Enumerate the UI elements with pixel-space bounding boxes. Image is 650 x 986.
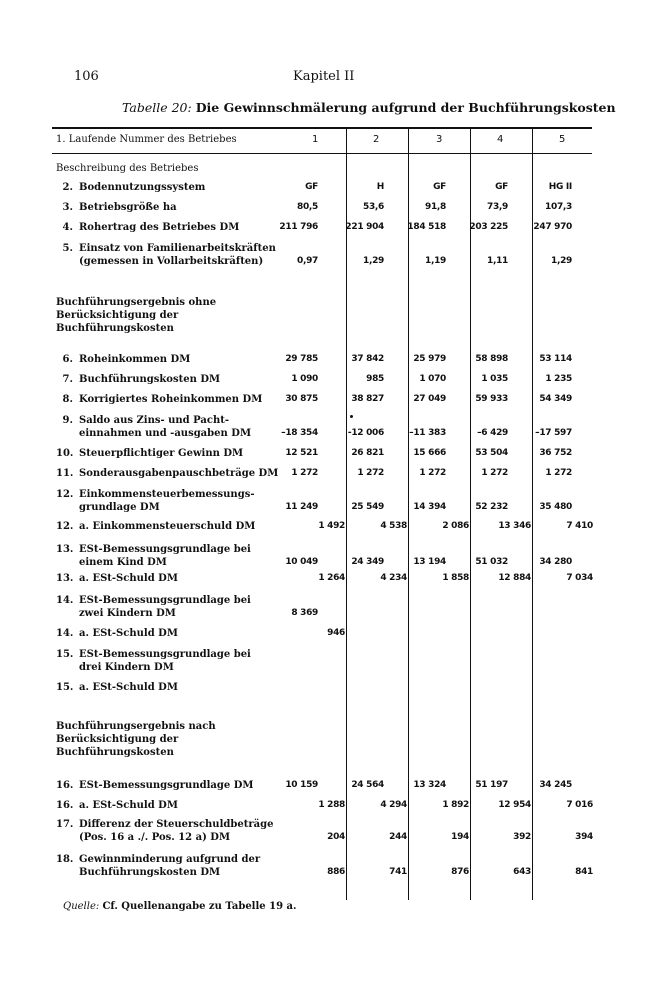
row-label-line: Saldo aus Zins- und Pacht-: [79, 415, 230, 426]
source-text: Cf. Quellenangabe zu Tabelle 19 a.: [102, 901, 297, 912]
row-label-line: einem Kind DM: [79, 557, 167, 568]
table-cell: 1 272: [291, 468, 318, 478]
row-number: 12.: [56, 489, 74, 500]
row-number: 18.: [56, 854, 74, 865]
row-label: [56, 467, 278, 480]
table-cell: 34 245: [539, 780, 572, 790]
table-cell: HG II: [548, 182, 572, 192]
row-label-line: ESt-Bemessungsgrundlage bei: [79, 595, 251, 606]
table-cell: 12 521: [285, 448, 318, 458]
row-label-line: Steuerpflichtiger Gewinn DM: [79, 448, 244, 459]
table-cell: GF: [305, 182, 318, 192]
table-cell: 643: [513, 867, 531, 877]
row-number: 15.: [56, 649, 74, 660]
page-number: 106: [74, 69, 99, 84]
table-cell: 392: [513, 832, 531, 842]
row-label: [56, 201, 177, 214]
row-label-line: Betriebsgröße ha: [79, 202, 177, 213]
table-cell: GF: [433, 182, 446, 192]
row-number: 2.: [62, 182, 73, 193]
table-cell: 2 086: [442, 521, 469, 531]
row-label: [56, 447, 243, 460]
section-label: Beschreibung des Betriebes: [56, 163, 199, 174]
column-number: 1: [312, 134, 319, 145]
row-number: 16.: [56, 780, 74, 791]
row-label: [56, 242, 276, 268]
table-cell: –11 383: [409, 428, 446, 438]
table-cell: –6 429: [477, 428, 508, 438]
column-number: 5: [559, 134, 566, 145]
section-label: Buchführungskosten: [56, 323, 174, 334]
table-cell: 34 280: [539, 557, 572, 567]
column-divider: [346, 127, 347, 900]
column-divider: [532, 127, 533, 900]
section-label: Buchführungskosten: [56, 747, 174, 758]
table-cell: 1,11: [486, 256, 508, 266]
row-label-line: Gewinnminderung aufgrund der: [79, 854, 261, 865]
table-title-prefix: Tabelle 20:: [122, 100, 192, 115]
row-label: [56, 779, 253, 792]
row-number: 14.: [56, 628, 74, 639]
table-cell: 24 564: [351, 780, 384, 790]
table-cell: 51 197: [475, 780, 508, 790]
row-label: [56, 543, 251, 569]
table-title-text: Die Gewinnschmälerung aufgrund der Buchführungskosten: [195, 100, 616, 115]
table-cell: 25 979: [413, 354, 446, 364]
table-cell: 73,9: [486, 202, 508, 212]
table-cell: 4 294: [380, 800, 407, 810]
header-row-label: 1. Laufende Nummer des Betriebes: [56, 134, 237, 145]
row-label: [56, 648, 251, 674]
row-label: [56, 594, 251, 620]
row-number: 6.: [62, 354, 73, 365]
row-label-line: Sonderausgabenpauschbeträge DM: [79, 468, 279, 479]
table-cell: 394: [575, 832, 593, 842]
table-cell: 80,5: [296, 202, 318, 212]
row-label-line: Roheinkommen DM: [79, 354, 191, 365]
table-cell: 7 034: [566, 573, 593, 583]
table-cell: 53 114: [539, 354, 572, 364]
table-cell: –18 354: [281, 428, 318, 438]
table-cell: 12 954: [498, 800, 531, 810]
table-cell: 54 349: [539, 394, 572, 404]
column-number: 3: [436, 134, 443, 145]
row-label: [56, 488, 254, 514]
table-cell: 29 785: [285, 354, 318, 364]
table-cell: 1 272: [357, 468, 384, 478]
row-label-line: a. ESt-Schuld DM: [79, 573, 178, 584]
row-label: [56, 181, 205, 194]
row-number: 3.: [62, 202, 73, 213]
row-number: 16.: [56, 800, 74, 811]
row-label: [56, 853, 260, 879]
source-label: Quelle:: [63, 901, 100, 912]
section-label: Buchführungsergebnis nach: [56, 721, 216, 732]
row-label-line: Korrigiertes Roheinkommen DM: [79, 394, 263, 405]
row-label-line: grundlage DM: [79, 502, 160, 513]
row-number: 17.: [56, 819, 74, 830]
table-cell: 1 858: [442, 573, 469, 583]
row-number: 13.: [56, 544, 74, 555]
table-cell: 0,97: [296, 256, 318, 266]
row-number: 9.: [62, 415, 73, 426]
row-label-line: Differenz der Steuerschuldbeträge: [79, 819, 274, 830]
table-cell: 35 480: [539, 502, 572, 512]
table-cell: -12 006: [347, 428, 384, 438]
chapter-title: Kapitel II: [293, 69, 355, 84]
table-cell: 985: [366, 374, 384, 384]
row-label-line: ESt-Bemessungsgrundlage DM: [79, 780, 254, 791]
table-cell: 1 035: [481, 374, 508, 384]
table-cell: 24 349: [351, 557, 384, 567]
table-cell: 4 538: [380, 521, 407, 531]
table-cell: 741: [389, 867, 407, 877]
row-label-line: a. ESt-Schuld DM: [79, 628, 178, 639]
row-number: 11.: [56, 468, 74, 479]
column-number: 2: [373, 134, 380, 145]
table-cell: –17 597: [535, 428, 572, 438]
table-cell: 211 796: [279, 222, 318, 232]
row-label-line: (Pos. 16 a ./. Pos. 12 a) DM: [79, 832, 231, 843]
row-label-line: Buchführungskosten DM: [79, 867, 221, 878]
table-cell: 1 892: [442, 800, 469, 810]
row-label-line: ESt-Bemessungsgrundlage bei: [79, 649, 251, 660]
row-label-line: Buchführungskosten DM: [79, 374, 221, 385]
table-cell: H: [376, 182, 384, 192]
row-label: [56, 799, 178, 812]
dot-mark: [350, 415, 353, 418]
table-cell: 8 369: [291, 608, 318, 618]
header-bottom-rule: [52, 153, 592, 154]
table-cell: 14 394: [413, 502, 446, 512]
row-number: 14.: [56, 595, 74, 606]
table-cell: 1 272: [545, 468, 572, 478]
row-number: 8.: [62, 394, 73, 405]
table-cell: 244: [389, 832, 407, 842]
row-label: [56, 681, 178, 694]
table-cell: 184 518: [407, 222, 446, 232]
table-cell: 38 827: [351, 394, 384, 404]
row-label: [56, 818, 273, 844]
table-cell: 876: [451, 867, 469, 877]
row-number: 13.: [56, 573, 74, 584]
table-cell: 1 272: [419, 468, 446, 478]
section-label: Buchführungsergebnis ohne: [56, 297, 217, 308]
table-cell: 221 904: [345, 222, 384, 232]
table-cell: 1 070: [419, 374, 446, 384]
table-cell: 25 549: [351, 502, 384, 512]
row-number: 10.: [56, 448, 74, 459]
table-cell: 194: [451, 832, 469, 842]
row-label-line: Einkommensteuerbemessungs-: [79, 489, 255, 500]
table-cell: 36 752: [539, 448, 572, 458]
table-cell: 12 884: [498, 573, 531, 583]
row-label-line: Bodennutzungssystem: [79, 182, 206, 193]
row-label-line: Rohertrag des Betriebes DM: [79, 222, 240, 233]
row-label-line: Einsatz von Familienarbeitskräften: [79, 243, 276, 254]
row-label-line: (gemessen in Vollarbeitskräften): [79, 256, 264, 267]
table-cell: 1 264: [318, 573, 345, 583]
row-number: 5.: [62, 243, 73, 254]
table-cell: 107,3: [545, 202, 572, 212]
row-label-line: a. Einkommensteuerschuld DM: [79, 521, 256, 532]
table-cell: 7 410: [566, 521, 593, 531]
row-label: [56, 414, 251, 440]
table-cell: GF: [495, 182, 508, 192]
row-label: [56, 373, 220, 386]
table-cell: 10 049: [285, 557, 318, 567]
table-cell: 58 898: [475, 354, 508, 364]
table-cell: 4 234: [380, 573, 407, 583]
row-number: 15.: [56, 682, 74, 693]
table-cell: 53,6: [362, 202, 384, 212]
table-cell: 27 049: [413, 394, 446, 404]
row-label: [56, 221, 239, 234]
column-number: 4: [497, 134, 504, 145]
column-divider: [470, 127, 471, 900]
table-cell: 203 225: [469, 222, 508, 232]
table-cell: 59 933: [475, 394, 508, 404]
row-label: [56, 353, 190, 366]
table-cell: 52 232: [475, 502, 508, 512]
row-label-line: drei Kindern DM: [79, 662, 174, 673]
table-cell: 7 016: [566, 800, 593, 810]
table-cell: 15 666: [413, 448, 446, 458]
table-cell: 13 346: [498, 521, 531, 531]
table-cell: 886: [327, 867, 345, 877]
table-cell: 1 288: [318, 800, 345, 810]
table-cell: 51 032: [475, 557, 508, 567]
table-cell: 26 821: [351, 448, 384, 458]
table-cell: 247 970: [533, 222, 572, 232]
row-label-line: ESt-Bemessungsgrundlage bei: [79, 544, 251, 555]
table-cell: 1,29: [550, 256, 572, 266]
table-title: [122, 100, 616, 115]
table-cell: 1 272: [481, 468, 508, 478]
table-cell: 13 194: [413, 557, 446, 567]
row-label: [56, 627, 178, 640]
row-label: [56, 393, 262, 406]
table-cell: 13 324: [413, 780, 446, 790]
section-label: Berücksichtigung der: [56, 734, 179, 745]
row-label-line: a. ESt-Schuld DM: [79, 682, 178, 693]
table-cell: 10 159: [285, 780, 318, 790]
table-cell: 53 504: [475, 448, 508, 458]
row-number: 7.: [62, 374, 73, 385]
table-cell: 1 492: [318, 521, 345, 531]
table-cell: 1,19: [424, 256, 446, 266]
table-cell: 91,8: [424, 202, 446, 212]
row-label: [56, 572, 178, 585]
table-cell: 37 842: [351, 354, 384, 364]
row-number: 4.: [62, 222, 73, 233]
table-cell: 1 090: [291, 374, 318, 384]
table-cell: 204: [327, 832, 345, 842]
table-cell: 1 235: [545, 374, 572, 384]
row-label-line: zwei Kindern DM: [79, 608, 176, 619]
table-cell: 841: [575, 867, 593, 877]
section-label: Berücksichtigung der: [56, 310, 179, 321]
source-note: [63, 901, 297, 912]
row-label-line: einnahmen und -ausgaben DM: [79, 428, 252, 439]
table-cell: 946: [327, 628, 345, 638]
row-label: [56, 520, 255, 533]
row-number: 12.: [56, 521, 74, 532]
table-cell: 11 249: [285, 502, 318, 512]
table-cell: 1,29: [362, 256, 384, 266]
table-top-rule: [52, 127, 592, 129]
table-cell: 30 875: [285, 394, 318, 404]
row-label-line: a. ESt-Schuld DM: [79, 800, 178, 811]
column-divider: [408, 127, 409, 900]
